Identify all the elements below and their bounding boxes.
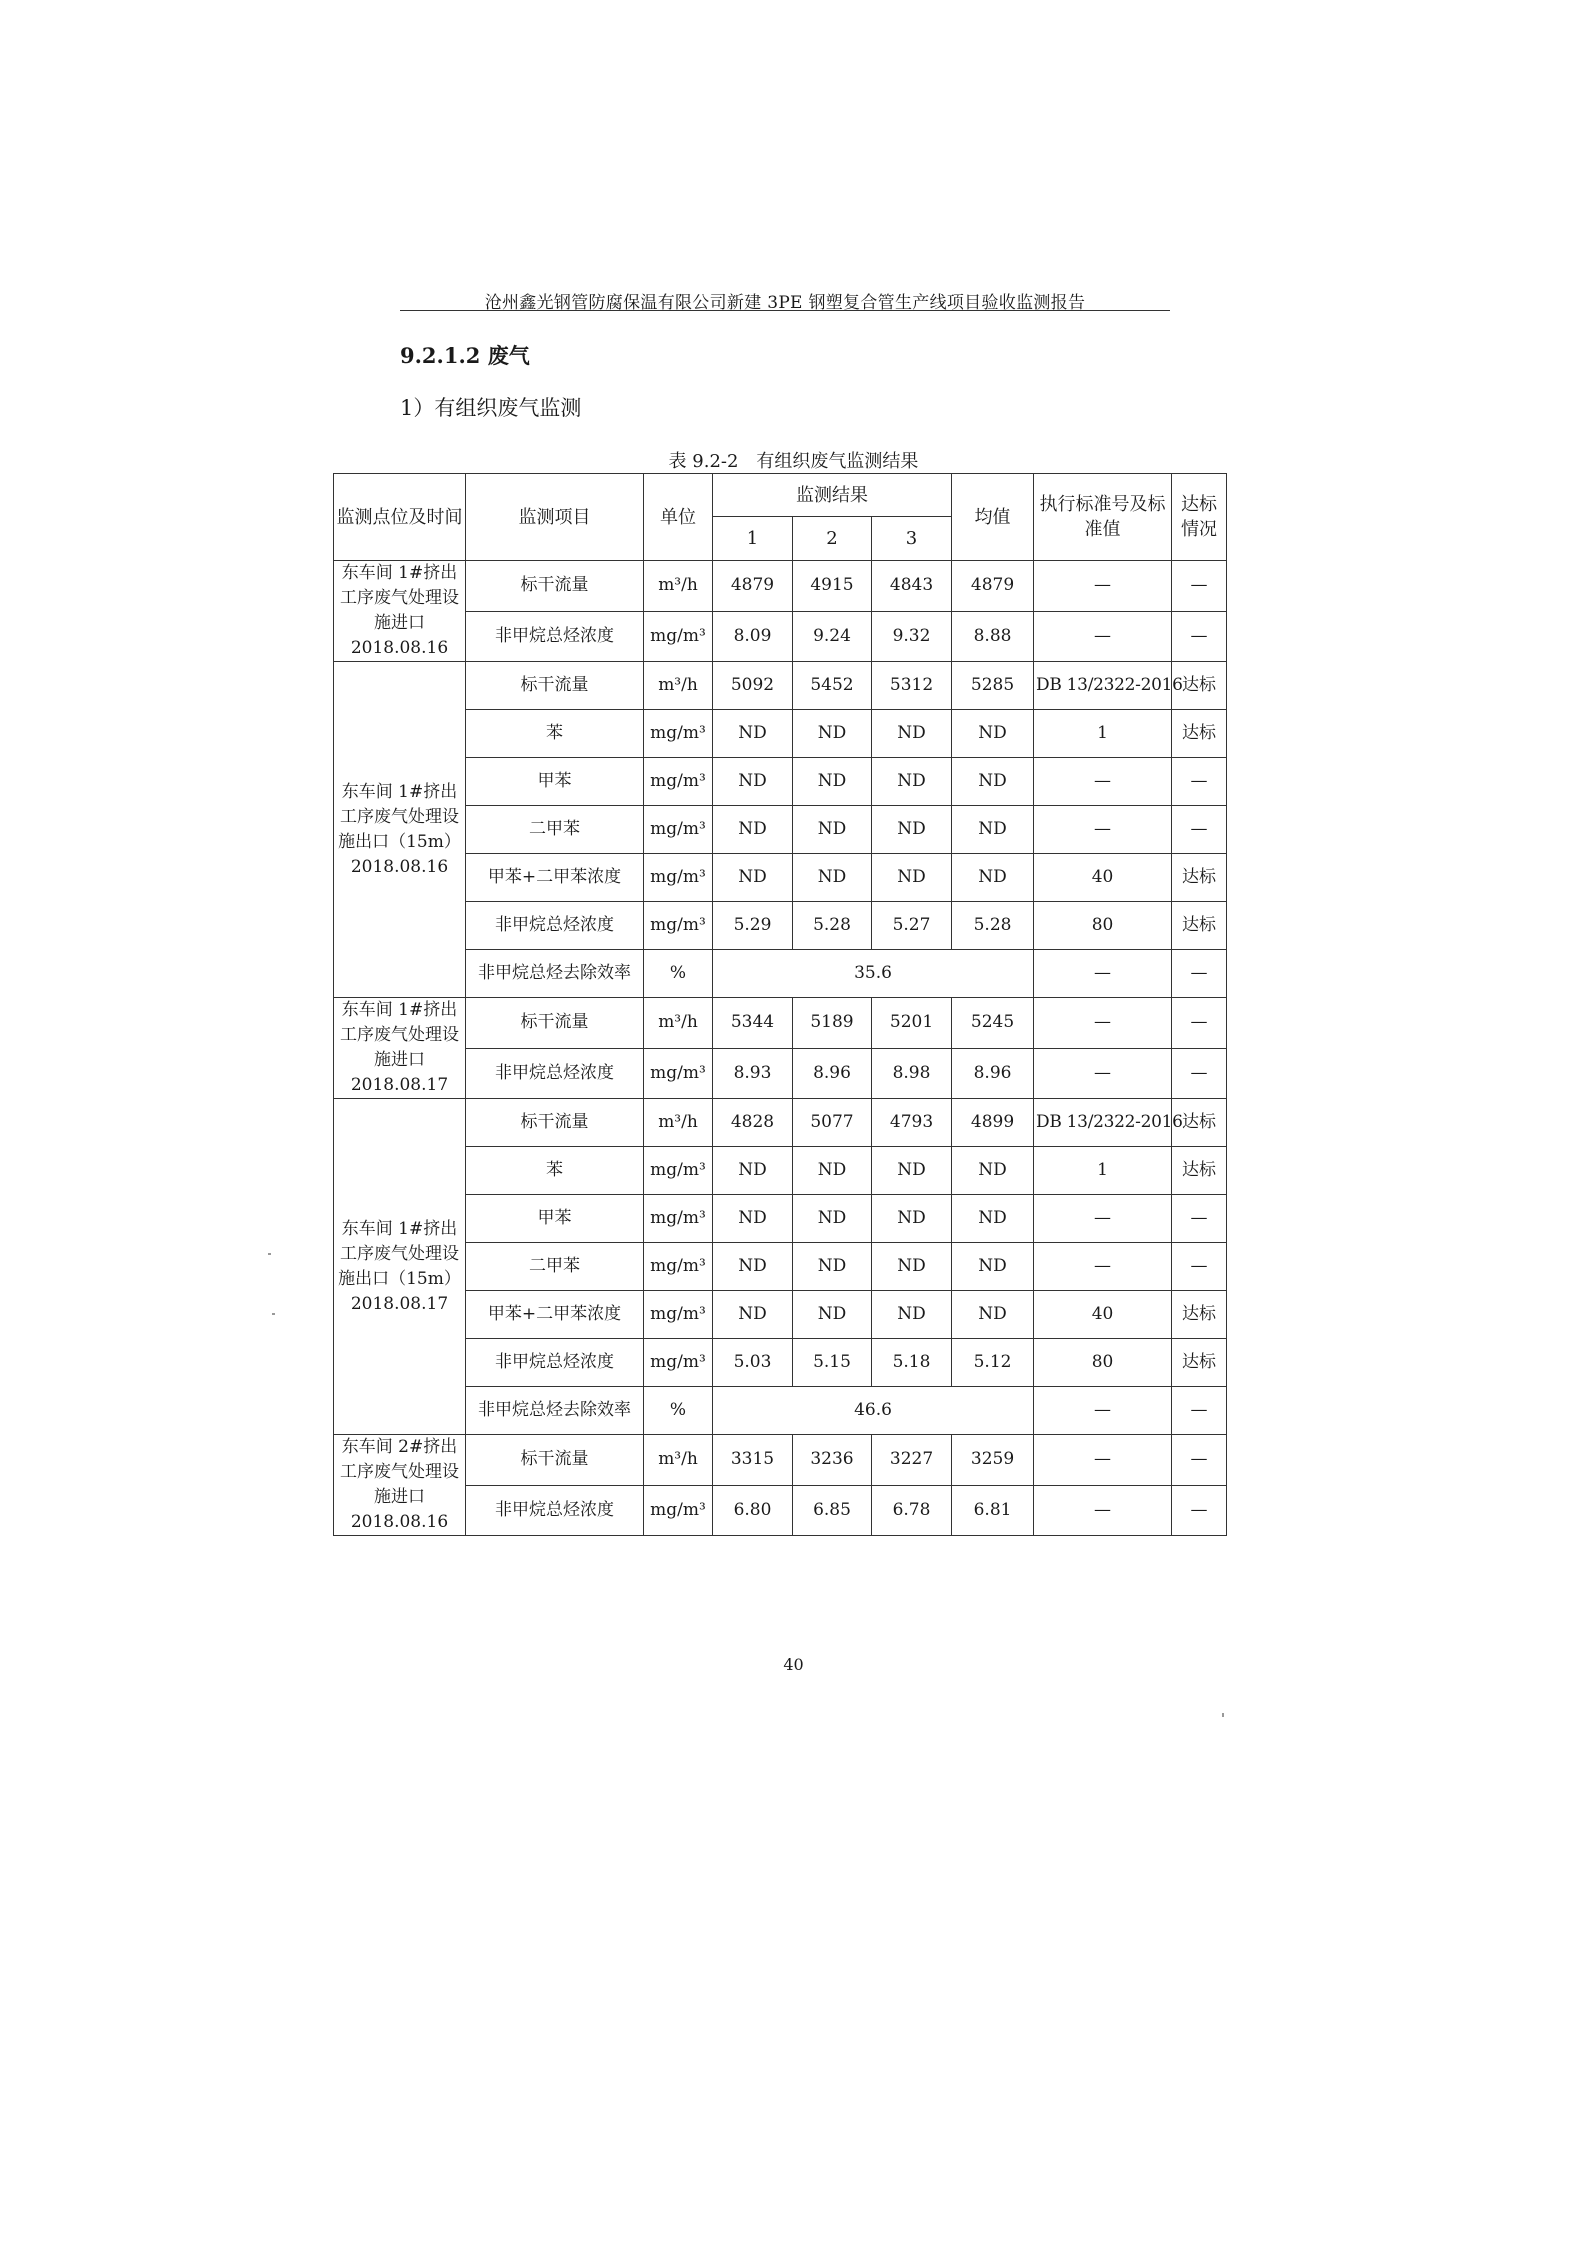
standard-cell: 80 <box>1034 902 1172 950</box>
unit-cell: mg/m³ <box>644 611 713 662</box>
standard-cell: — <box>1034 1048 1172 1099</box>
table-row <box>334 662 1227 710</box>
location-cell: 东车间 2#挤出工序废气处理设施进口 2018.08.16 <box>334 1435 466 1536</box>
standard-cell: DB 13/2322-2016 <box>1034 1099 1172 1147</box>
unit-cell: mg/m³ <box>644 806 713 854</box>
compliance-cell: 达标 <box>1172 1291 1227 1339</box>
unit-cell: mg/m³ <box>644 710 713 758</box>
item-cell: 二甲苯 <box>466 806 644 854</box>
result-2-cell: ND <box>793 1147 872 1195</box>
item-cell: 非甲烷总烃浓度 <box>466 1048 644 1099</box>
table-row <box>334 611 1227 662</box>
unit-cell: mg/m³ <box>644 758 713 806</box>
unit-cell: mg/m³ <box>644 1291 713 1339</box>
compliance-cell: 达标 <box>1172 854 1227 902</box>
header-run-2: 2 <box>793 517 872 561</box>
location-cell: 东车间 1#挤出工序废气处理设施出口（15m）2018.08.16 <box>334 662 466 998</box>
standard-cell: — <box>1034 950 1172 998</box>
mean-cell: ND <box>952 806 1034 854</box>
unit-cell: m³/h <box>644 998 713 1049</box>
result-2-cell: 4915 <box>793 561 872 612</box>
result-2-cell: 5.15 <box>793 1339 872 1387</box>
standard-cell: 1 <box>1034 1147 1172 1195</box>
scan-speck <box>268 1253 271 1255</box>
table-row <box>334 1387 1227 1435</box>
compliance-cell: 达标 <box>1172 1099 1227 1147</box>
standard-cell: 1 <box>1034 710 1172 758</box>
scan-speck <box>1222 1713 1224 1717</box>
table-body <box>334 561 1227 1536</box>
item-cell: 非甲烷总烃浓度 <box>466 611 644 662</box>
item-cell: 标干流量 <box>466 1435 644 1486</box>
table-row <box>334 1485 1227 1536</box>
mean-cell: 5.28 <box>952 902 1034 950</box>
result-2-cell: ND <box>793 1195 872 1243</box>
result-2-cell: 5077 <box>793 1099 872 1147</box>
location-cell: 东车间 1#挤出工序废气处理设施出口（15m）2018.08.17 <box>334 1099 466 1435</box>
unit-cell: mg/m³ <box>644 902 713 950</box>
section-heading: 9.2.1.2 废气 <box>400 343 530 368</box>
result-2-cell: ND <box>793 1291 872 1339</box>
result-3-cell: ND <box>872 1243 952 1291</box>
result-1-cell: ND <box>713 758 793 806</box>
compliance-cell: — <box>1172 1387 1227 1435</box>
standard-cell: 40 <box>1034 854 1172 902</box>
header-mean: 均值 <box>952 474 1034 561</box>
header-run-3: 3 <box>872 517 952 561</box>
mean-cell: 4899 <box>952 1099 1034 1147</box>
mean-cell: 5285 <box>952 662 1034 710</box>
result-3-cell: 6.78 <box>872 1485 952 1536</box>
result-3-cell: 5.27 <box>872 902 952 950</box>
result-2-cell: 5452 <box>793 662 872 710</box>
unit-cell: m³/h <box>644 662 713 710</box>
table-row <box>334 854 1227 902</box>
unit-cell: mg/m³ <box>644 854 713 902</box>
unit-cell: % <box>644 950 713 998</box>
standard-cell: — <box>1034 1195 1172 1243</box>
standard-cell: — <box>1034 1485 1172 1536</box>
mean-cell: 8.96 <box>952 1048 1034 1099</box>
result-3-cell: 5201 <box>872 998 952 1049</box>
standard-cell: — <box>1034 806 1172 854</box>
result-1-cell: 5092 <box>713 662 793 710</box>
result-3-cell: 3227 <box>872 1435 952 1486</box>
table-row <box>334 998 1227 1049</box>
result-1-cell: ND <box>713 1243 793 1291</box>
item-cell: 甲苯 <box>466 758 644 806</box>
result-2-cell: ND <box>793 854 872 902</box>
item-cell: 非甲烷总烃去除效率 <box>466 950 644 998</box>
standard-cell: 80 <box>1034 1339 1172 1387</box>
standard-cell: — <box>1034 1435 1172 1486</box>
item-cell: 甲苯+二甲苯浓度 <box>466 854 644 902</box>
item-cell: 非甲烷总烃去除效率 <box>466 1387 644 1435</box>
page-number: 40 <box>783 1655 804 1674</box>
table-row <box>334 1291 1227 1339</box>
compliance-cell: 达标 <box>1172 902 1227 950</box>
result-2-cell: 5.28 <box>793 902 872 950</box>
table-row <box>334 1195 1227 1243</box>
running-header: 沧州鑫光钢管防腐保温有限公司新建 3PE 钢塑复合管生产线项目验收监测报告 <box>484 293 1086 313</box>
result-3-cell: ND <box>872 758 952 806</box>
result-3-cell: ND <box>872 1195 952 1243</box>
item-cell: 标干流量 <box>466 1099 644 1147</box>
result-3-cell: 4843 <box>872 561 952 612</box>
item-cell: 非甲烷总烃浓度 <box>466 902 644 950</box>
efficiency-value-cell: 35.6 <box>713 950 1034 998</box>
result-1-cell: 4879 <box>713 561 793 612</box>
unit-cell: m³/h <box>644 1099 713 1147</box>
location-cell: 东车间 1#挤出工序废气处理设施进口 2018.08.17 <box>334 998 466 1099</box>
mean-cell: ND <box>952 1147 1034 1195</box>
item-cell: 非甲烷总烃浓度 <box>466 1485 644 1536</box>
result-1-cell: ND <box>713 854 793 902</box>
compliance-cell: — <box>1172 758 1227 806</box>
mean-cell: 3259 <box>952 1435 1034 1486</box>
result-1-cell: 6.80 <box>713 1485 793 1536</box>
unit-cell: mg/m³ <box>644 1147 713 1195</box>
unit-cell: mg/m³ <box>644 1048 713 1099</box>
scan-speck <box>272 1313 275 1315</box>
standard-cell: DB 13/2322-2016 <box>1034 662 1172 710</box>
table-row <box>334 758 1227 806</box>
header-compliance: 达标情况 <box>1172 474 1227 561</box>
compliance-cell: — <box>1172 998 1227 1049</box>
result-3-cell: ND <box>872 854 952 902</box>
header-rule <box>400 310 1170 311</box>
compliance-cell: — <box>1172 1243 1227 1291</box>
mean-cell: ND <box>952 1243 1034 1291</box>
unit-cell: mg/m³ <box>644 1485 713 1536</box>
result-3-cell: ND <box>872 1147 952 1195</box>
item-cell: 标干流量 <box>466 998 644 1049</box>
standard-cell: — <box>1034 561 1172 612</box>
compliance-cell: — <box>1172 1048 1227 1099</box>
mean-cell: 4879 <box>952 561 1034 612</box>
result-2-cell: ND <box>793 806 872 854</box>
compliance-cell: 达标 <box>1172 1147 1227 1195</box>
result-1-cell: 5.03 <box>713 1339 793 1387</box>
mean-cell: ND <box>952 1291 1034 1339</box>
result-3-cell: ND <box>872 710 952 758</box>
result-1-cell: ND <box>713 1195 793 1243</box>
item-cell: 标干流量 <box>466 662 644 710</box>
compliance-cell: 达标 <box>1172 1339 1227 1387</box>
table-row <box>334 1435 1227 1486</box>
item-cell: 非甲烷总烃浓度 <box>466 1339 644 1387</box>
result-1-cell: 5.29 <box>713 902 793 950</box>
header-unit: 单位 <box>644 474 713 561</box>
result-1-cell: ND <box>713 1291 793 1339</box>
standard-cell: — <box>1034 998 1172 1049</box>
item-cell: 苯 <box>466 710 644 758</box>
mean-cell: ND <box>952 1195 1034 1243</box>
unit-cell: mg/m³ <box>644 1243 713 1291</box>
result-2-cell: 5189 <box>793 998 872 1049</box>
item-cell: 二甲苯 <box>466 1243 644 1291</box>
efficiency-value-cell: 46.6 <box>713 1387 1034 1435</box>
result-1-cell: 3315 <box>713 1435 793 1486</box>
mean-cell: 5.12 <box>952 1339 1034 1387</box>
result-1-cell: 8.09 <box>713 611 793 662</box>
table-row <box>334 902 1227 950</box>
result-2-cell: 3236 <box>793 1435 872 1486</box>
result-1-cell: ND <box>713 1147 793 1195</box>
item-cell: 甲苯 <box>466 1195 644 1243</box>
result-2-cell: ND <box>793 710 872 758</box>
standard-cell: — <box>1034 758 1172 806</box>
standard-cell: — <box>1034 611 1172 662</box>
table-row <box>334 1048 1227 1099</box>
mean-cell: ND <box>952 758 1034 806</box>
result-3-cell: 5.18 <box>872 1339 952 1387</box>
standard-cell: — <box>1034 1387 1172 1435</box>
compliance-cell: — <box>1172 611 1227 662</box>
result-3-cell: 8.98 <box>872 1048 952 1099</box>
item-cell: 标干流量 <box>466 561 644 612</box>
table-row <box>334 950 1227 998</box>
item-cell: 苯 <box>466 1147 644 1195</box>
table-row <box>334 1243 1227 1291</box>
mean-cell: 5245 <box>952 998 1034 1049</box>
result-1-cell: ND <box>713 710 793 758</box>
result-3-cell: ND <box>872 1291 952 1339</box>
compliance-cell: 达标 <box>1172 710 1227 758</box>
unit-cell: mg/m³ <box>644 1195 713 1243</box>
location-cell: 东车间 1#挤出工序废气处理设施进口 2018.08.16 <box>334 561 466 662</box>
result-2-cell: 8.96 <box>793 1048 872 1099</box>
table-row <box>334 806 1227 854</box>
monitoring-results-table <box>333 473 1227 1536</box>
header-standard: 执行标准号及标准值 <box>1034 474 1172 561</box>
unit-cell: m³/h <box>644 561 713 612</box>
result-1-cell: 4828 <box>713 1099 793 1147</box>
header-location: 监测点位及时间 <box>334 474 466 561</box>
result-2-cell: ND <box>793 1243 872 1291</box>
compliance-cell: — <box>1172 561 1227 612</box>
mean-cell: 8.88 <box>952 611 1034 662</box>
result-1-cell: ND <box>713 806 793 854</box>
table-row <box>334 561 1227 612</box>
table-row <box>334 1339 1227 1387</box>
compliance-cell: — <box>1172 806 1227 854</box>
standard-cell: — <box>1034 1243 1172 1291</box>
compliance-cell: — <box>1172 1485 1227 1536</box>
subsection-heading: 1）有组织废气监测 <box>400 396 582 420</box>
unit-cell: % <box>644 1387 713 1435</box>
result-3-cell: 5312 <box>872 662 952 710</box>
standard-cell: 40 <box>1034 1291 1172 1339</box>
compliance-cell: — <box>1172 950 1227 998</box>
mean-cell: ND <box>952 854 1034 902</box>
table-row <box>334 710 1227 758</box>
result-3-cell: 4793 <box>872 1099 952 1147</box>
unit-cell: mg/m³ <box>644 1339 713 1387</box>
result-2-cell: 9.24 <box>793 611 872 662</box>
table-caption: 表 9.2-2 有组织废气监测结果 <box>668 451 919 472</box>
table-row <box>334 1099 1227 1147</box>
header-run-1: 1 <box>713 517 793 561</box>
compliance-cell: 达标 <box>1172 662 1227 710</box>
result-2-cell: ND <box>793 758 872 806</box>
result-1-cell: 8.93 <box>713 1048 793 1099</box>
compliance-cell: — <box>1172 1435 1227 1486</box>
result-1-cell: 5344 <box>713 998 793 1049</box>
result-2-cell: 6.85 <box>793 1485 872 1536</box>
result-3-cell: 9.32 <box>872 611 952 662</box>
header-item: 监测项目 <box>466 474 644 561</box>
unit-cell: m³/h <box>644 1435 713 1486</box>
compliance-cell: — <box>1172 1195 1227 1243</box>
mean-cell: ND <box>952 710 1034 758</box>
result-3-cell: ND <box>872 806 952 854</box>
table-row <box>334 1147 1227 1195</box>
mean-cell: 6.81 <box>952 1485 1034 1536</box>
header-results: 监测结果 <box>713 474 952 517</box>
item-cell: 甲苯+二甲苯浓度 <box>466 1291 644 1339</box>
